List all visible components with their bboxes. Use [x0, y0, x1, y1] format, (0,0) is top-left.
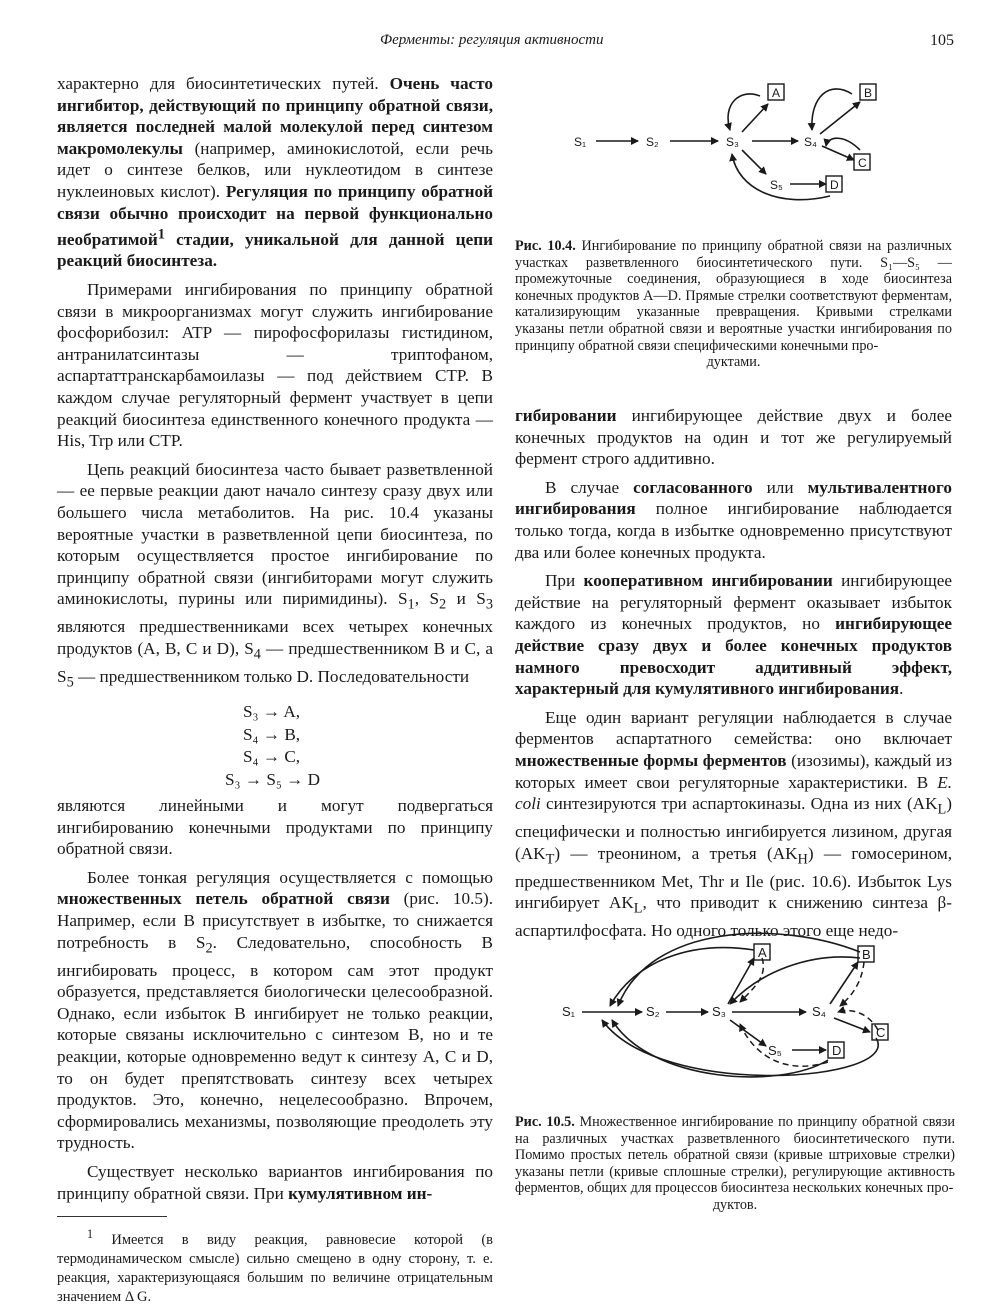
arrow-s4-b — [830, 962, 858, 1004]
sequence-line: S₄ → C, — [243, 747, 301, 767]
reaction-sequences — [57, 701, 493, 791]
right-column — [515, 405, 952, 949]
node-s3: S₃ — [712, 1004, 726, 1019]
feedback-a — [728, 94, 760, 130]
left-column — [57, 73, 493, 1307]
arrow-s4-b — [820, 102, 860, 134]
sequence-line: S₃ → S₅ → D — [225, 769, 321, 789]
node-s2: S₂ — [646, 135, 659, 149]
arrow-s4-c — [822, 146, 854, 160]
figure-10-5-diagram — [560, 922, 920, 1100]
arrow-s3-a — [728, 958, 754, 1004]
paragraph: Существует несколько вариантов ингибирования по принципу обратной связи. При кумулятивном ин- — [57, 1162, 493, 1203]
paragraph: гибировании ингибирующее действие двух и более конечных продуктов на один и тот же регулируемый фермент строго аддитивно. — [515, 406, 952, 469]
dashed-feedback-d — [740, 1024, 828, 1066]
page-number: 105 — [930, 32, 954, 49]
footnote-ref[interactable]: 1 — [157, 226, 165, 243]
node-s3: S₃ — [726, 135, 739, 149]
product-a: A — [772, 86, 781, 100]
paragraph: являются линейными и могут подвергаться ингибированию конечными продуктами по принципу обратной связи. — [57, 796, 493, 859]
paragraph: Примерами ингибирования по принципу обратной связи в микроорганизмах могут служить ингибирование фосфорибозил: ATP — пирофосфорилазы гистидином, антранилатсинтазы — триптофаном, аспартаттранскарбамоилазы — под действием CTP. В каждом случае регуляторный фермент участвует в цепи реакций биосинтеза единственного конечного продукта — His, Trp или CTP. — [57, 280, 493, 451]
node-s5: S₅ — [770, 178, 783, 192]
loop-d-s1 — [612, 1020, 828, 1077]
node-s4: S₄ — [804, 135, 817, 149]
node-s1: S₁ — [562, 1004, 576, 1019]
paragraph: характерно для биосинтетических путей. Очень часто ингибитор, действующий по принципу обратной связи, является последней малой молекулой перед синтезом макромолекулы (например, аминокислотой, если речь идет о синтезе белков, или нуклеотидом в синтезе нуклеиновых кислот). Регуляция по принципу обратной связи обычно происходит на первой функционально необратимой$^1$ стадии, уникальной для данной цепи реакций биосинтеза. — [57, 74, 493, 271]
sequence-line: S₃ → A, — [243, 702, 301, 722]
footnote: $^1$ Имеется в виду реакция, равновесие которой (в термодинамическом смысле) сильно смещено в одну сторону, т. е. реакция, характеризующаяся большим по величине отрицательным значением Δ G. — [57, 1227, 493, 1306]
product-a: A — [758, 945, 767, 960]
running-title: Ферменты: регуляция активности — [380, 32, 604, 48]
product-b: B — [862, 947, 871, 962]
paragraph: Цепь реакций биосинтеза часто бывает разветвленной — ее первые реакции дают начало синтезу сразу двух или большего числа метаболитов. На рис. 10.4 указаны вероятные участки в разветвленной цепи биосинтеза, по которым осуществляется простое ингибирование по принципу обратной связи (ингибиторами могут служить аминокислоты, пурины или пиримидины). $S_1$, $S_2$ и $S_3$ являются предшественниками всех четырех конечных продуктов (A, B, C и D), $S_4$ — предшественником B и C, а $S_5$ — предшественником только D. Последовательности — [57, 459, 493, 691]
feedback-c — [826, 138, 860, 150]
node-s5: S₅ — [768, 1043, 782, 1058]
footnote-divider — [57, 1216, 167, 1217]
paragraph: При кооперативном ингибировании ингибирующее действие на регуляторный фермент оказывает избыток каждого из конечных продуктов, но ингибирующее действие сразу двух и более конечных продуктов намного превосходит аддитивный эффект, характерный для кумулятивного ингибирования. — [515, 571, 952, 699]
arrow-s3-a — [742, 104, 768, 132]
loop-b-s3 — [730, 957, 860, 1004]
product-d: D — [830, 178, 839, 192]
paragraph: В случае согласованного или мультивалентного ингибирования полное ингибирование наблюдается только тогда, когда в избытке одновременно присутствуют два или более конечных продукта. — [515, 477, 952, 562]
product-d: D — [832, 1043, 842, 1058]
arrow-s3-s5 — [742, 150, 766, 174]
figure-10-4-diagram — [560, 74, 900, 204]
arrow-s4-c — [834, 1018, 870, 1032]
node-s1: S₁ — [574, 135, 587, 149]
dashed-feedback-a — [740, 958, 763, 1002]
product-c: C — [858, 156, 867, 170]
page-header — [0, 32, 1008, 52]
arrow-s3-s5 — [730, 1020, 766, 1046]
figure-10-4-caption: Рис. 10.4. Ингибирование по принципу обратной связи на различных участках разветвленного биосинтетического пути. S₁—S₅ — промежуточные соединения, образующиеся в ходе биосинтеза конечных продуктов A—D. Прямые стрелки соответствуют ферментам, катализирующим указанные превращения. Кривыми стрелками указаны петли обратной связи и вероятные участки ингибирования по принципу обратной связи специфическими конечными про- дуктами. — [515, 238, 952, 371]
product-b: B — [864, 86, 873, 100]
product-c: C — [876, 1025, 886, 1040]
node-s4: S₄ — [812, 1004, 826, 1019]
node-s2: S₂ — [646, 1004, 660, 1019]
paragraph: Еще один вариант регуляции наблюдается в случае ферментов аспартатного семейства: оно включает множественные формы ферментов (изозимы), каждый из которых имеет свои регуляторные характеристики. В E. coli синтезируются три аспартокиназы. Одна из них $(AK_L)$ специфически и полностью ингибируется лизином, другая $(AK_T)$ — треонином, а третья $(AK_H)$ — гомосерином, предшественником Met, Thr и Ile (рис. 10.6). Избыток Lys ингибирует $AK_L$, что приводит к снижению синтеза β-аспартилфосфата. Но одного только этого еще недо- — [515, 707, 952, 941]
figure-10-5-caption: Рис. 10.5. Множественное ингибирование по принципу обратной связи на различных участках разветвленного биосинтетического пути. Помимо простых петель обратной связи (кривые штриховые стрелки) указаны петли (кривые сплошные стрелки), регулирующие активность ферментов, общих для процессов биосинтеза нескольких конечных про- дуктов. — [515, 1114, 955, 1213]
sequence-line: S₄ → B, — [243, 724, 301, 744]
feedback-d — [732, 154, 830, 200]
paragraph: Более тонкая регуляция осуществляется с помощью множественных петель обратной связи (рис. 10.5). Например, если B присутствует в избытке, то снижается потребность в $S_2$. Следовательно, способность B ингибировать процесс, в котором сам этот продукт образуется, представляется биологически целесообразной. Однако, если избыток B ингибирует не только реакции, которые связаны исключительно с синтезом B, но и те реакции, которые одновременно ведут к синтезу A, C и D, то он будет препятствовать синтезу всех четырех продуктов. Это, конечно, нецелесообразно. Впрочем, сформировались механизмы, позволяющие преодолеть эту трудность. — [57, 867, 494, 1153]
